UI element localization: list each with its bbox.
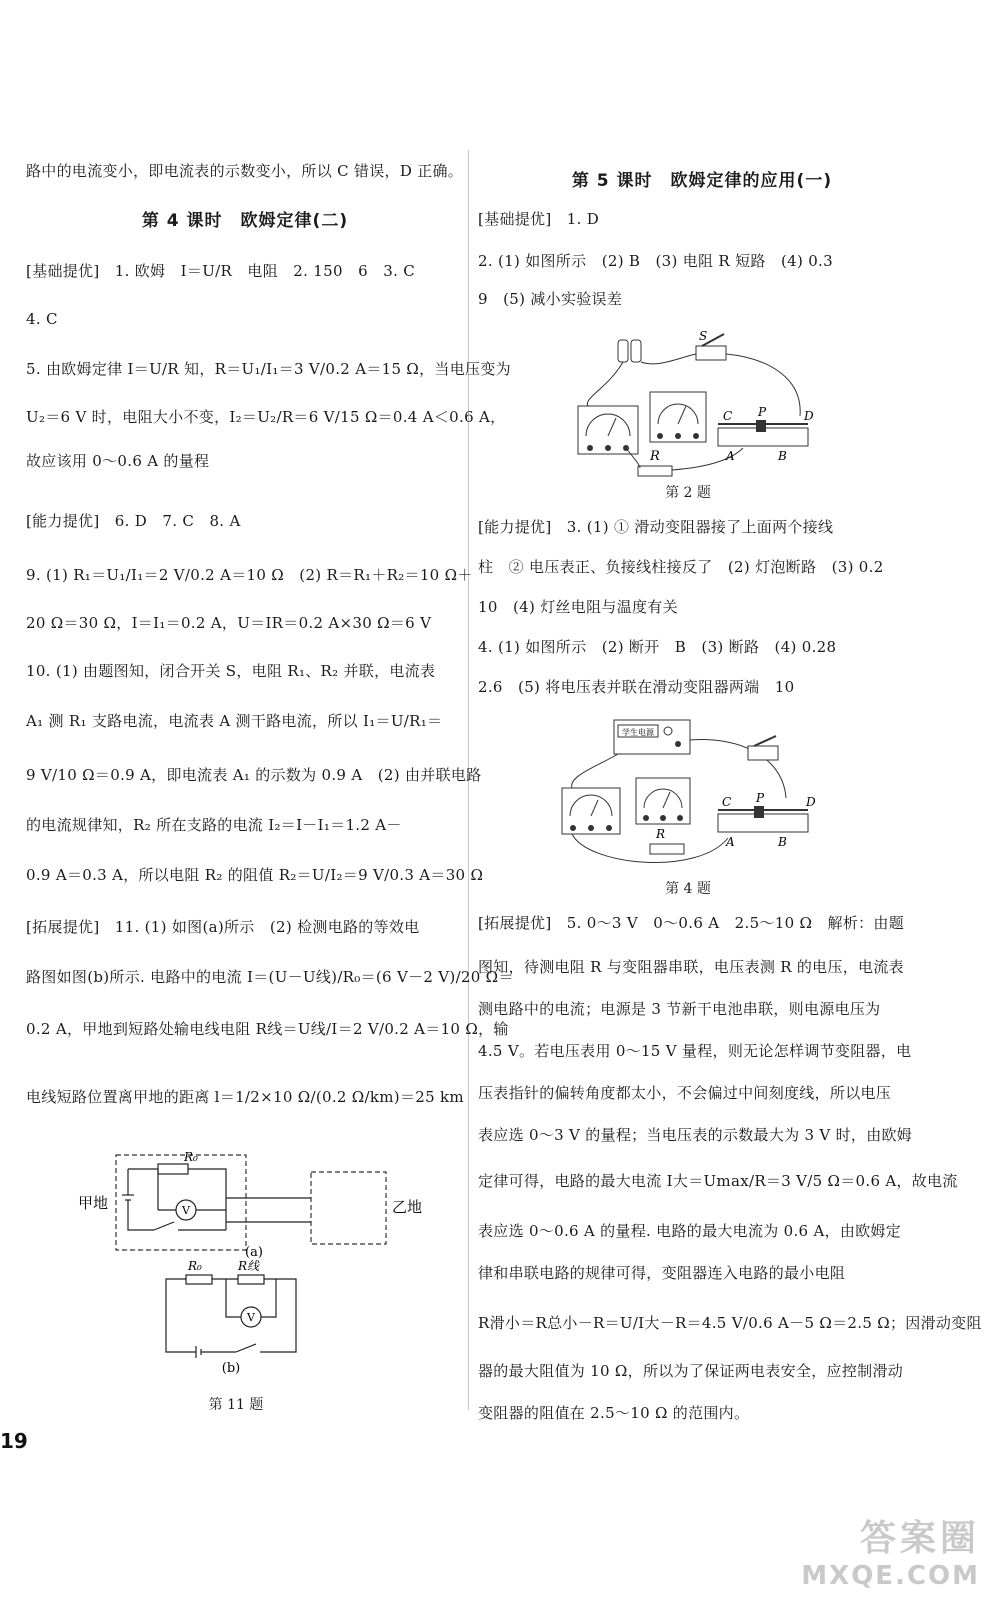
- answer-line: 10. (1) 由题图知，闭合开关 S，电阻 R₁、R₂ 并联，电流表: [26, 662, 436, 680]
- answer-line: [拓展提优] 11. (1) 如图(a)所示 (2) 检测电路的等效电: [26, 918, 420, 936]
- answer-line: 2.6 (5) 将电压表并联在滑动变阻器两端 10: [478, 678, 795, 696]
- answer-line: 电线短路位置离甲地的距离 l＝1/2×10 Ω/(0.2 Ω/km)＝25 km: [26, 1088, 464, 1106]
- answer-line: 4. (1) 如图所示 (2) 断开 B (3) 断路 (4) 0.28: [478, 638, 837, 656]
- answer-line: 律和串联电路的规律可得，变阻器连入电路的最小电阻: [478, 1264, 846, 1282]
- answer-line: [能力提优] 6. D 7. C 8. A: [26, 512, 241, 530]
- watermark: [801, 1510, 980, 1591]
- fig4-a-label: A: [726, 835, 735, 849]
- fig4-resistor-label: R: [656, 827, 666, 841]
- fig-a-r0-label: R₀: [184, 1150, 198, 1164]
- answer-line: 0.9 A＝0.3 A，所以电阻 R₂ 的阻值 R₂＝U/I₂＝9 V/0.3 A＝30 Ω: [26, 866, 484, 884]
- page-number: 19: [0, 1429, 28, 1453]
- figure-11a-circuit: [76, 1150, 436, 1260]
- answer-line: 4.5 V。若电压表用 0～15 V 量程，则无论怎样调节变阻器，电: [478, 1042, 912, 1060]
- fig4-d-label: D: [806, 795, 816, 809]
- fig-a-caption: (a): [245, 1245, 263, 1260]
- answer-line: 10 (4) 灯丝电阻与温度有关: [478, 598, 678, 616]
- fig-a-left-place: 甲地: [78, 1194, 109, 1212]
- fig2-c-label: C: [723, 409, 733, 423]
- answer-line: 变阻器的阻值在 2.5～10 Ω 的范围内。: [478, 1404, 750, 1422]
- answer-line: [基础提优] 1. 欧姆 I＝U/R 电阻 2. 150 6 3. C: [26, 262, 416, 280]
- answer-line: 路图如图(b)所示. 电路中的电流 I＝(U－U线)/R₀＝(6 V－2 V)/20 Ω＝: [26, 968, 514, 986]
- fig2-switch-label: S: [699, 329, 708, 343]
- answer-line: 测电路中的电流；电源是 3 节新干电池串联，则电源电压为: [478, 1000, 881, 1018]
- answer-line: 故应该用 0～0.6 A 的量程: [26, 452, 210, 470]
- answer-line: R滑小＝R总小－R＝U/I大－R＝4.5 V/0.6 A－5 Ω＝2.5 Ω；因滑动变阻: [478, 1314, 982, 1332]
- fig2-resistor-label: R: [650, 449, 660, 464]
- answer-line: [能力提优] 3. (1) ① 滑动变阻器接了上面两个接线: [478, 518, 834, 536]
- answer-line: 的电流规律知，R₂ 所在支路的电流 I₂＝I－I₁＝1.2 A－: [26, 816, 402, 834]
- fig-b-caption: (b): [221, 1361, 241, 1376]
- answer-line: 5. 由欧姆定律 I＝U/R 知，R＝U₁/I₁＝3 V/0.2 A＝15 Ω，当电压变为: [26, 360, 511, 378]
- answer-line: 器的最大阻值为 10 Ω，所以为了保证两电表安全，应控制滑动: [478, 1362, 904, 1380]
- answer-line: 定律可得，电路的最大电流 I大＝Umax/R＝3 V/5 Ω＝0.6 A，故电流: [478, 1172, 958, 1190]
- fig4-b-label: B: [778, 835, 787, 849]
- answer-line: 9 (5) 减小实验误差: [478, 290, 623, 308]
- figure-11b-circuit: [156, 1260, 336, 1376]
- answer-line: 9 V/10 Ω＝0.9 A，即电流表 A₁ 的示数为 0.9 A (2) 由并联电路: [26, 766, 482, 784]
- answer-line: 2. (1) 如图所示 (2) B (3) 电阻 R 短路 (4) 0.3: [478, 252, 833, 270]
- answer-line: 图知，待测电阻 R 与变阻器串联，电压表测 R 的电压，电流表: [478, 958, 904, 976]
- answer-line: 柱 ② 电压表正、负接线柱接反了 (2) 灯泡断路 (3) 0.2: [478, 558, 884, 576]
- fig-a-right-place: 乙地: [392, 1198, 423, 1216]
- fig-a-voltmeter-label: V: [182, 1204, 190, 1217]
- answer-line: 0.2 A，甲地到短路处输电线电阻 R线＝U线/I＝2 V/0.2 A＝10 Ω，输: [26, 1020, 509, 1038]
- answer-line: 9. (1) R₁＝U₁/I₁＝2 V/0.2 A＝10 Ω (2) R＝R₁＋R₂＝10 Ω＋: [26, 566, 473, 584]
- fig4-p-label: P: [756, 791, 765, 805]
- section-title-lesson-5: 第 5 课时 欧姆定律的应用(一): [571, 171, 833, 191]
- answer-line: 表应选 0～3 V 的量程；当电压表的示数最大为 3 V 时，由欧姆: [478, 1126, 913, 1144]
- fig-b-rline-label: R线: [238, 1260, 260, 1273]
- fig2-a-label: A: [726, 449, 735, 463]
- fig4-supply-label: 学生电源: [622, 728, 654, 737]
- section-title-lesson-4: 第 4 课时 欧姆定律(二): [141, 211, 349, 231]
- figure-2-experiment: [568, 328, 828, 478]
- answer-line: A₁ 测 R₁ 支路电流，电流表 A 测干路电流，所以 I₁＝U/R₁＝: [26, 712, 443, 730]
- answer-line: 4. C: [26, 310, 58, 328]
- fig2-d-label: D: [804, 409, 814, 423]
- answer-line: 压表指针的偏转角度都太小，不会偏过中间刻度线，所以电压: [478, 1084, 892, 1102]
- fig2-p-label: P: [758, 405, 767, 419]
- fig-b-voltmeter-label: V: [247, 1311, 255, 1324]
- fig2-b-label: B: [778, 449, 787, 463]
- figure-4-caption: 第 4 题: [665, 881, 711, 897]
- answer-line: [基础提优] 1. D: [478, 210, 600, 228]
- figure-11-caption: 第 11 题: [208, 1397, 264, 1413]
- intro-line: 路中的电流变小，即电流表的示数变小，所以 C 错误，D 正确。: [26, 162, 464, 180]
- watermark-line-1: 答案圈: [859, 1518, 980, 1559]
- figure-2-caption: 第 2 题: [665, 485, 711, 501]
- figure-4-experiment: [558, 716, 838, 876]
- watermark-line-2: MXQE.COM: [801, 1561, 980, 1591]
- answer-line: U₂＝6 V 时，电阻大小不变，I₂＝U₂/R＝6 V/15 Ω＝0.4 A＜0.6 A，: [26, 408, 506, 426]
- fig-b-r0-label: R₀: [188, 1260, 202, 1273]
- answer-line: [拓展提优] 5. 0～3 V 0～0.6 A 2.5～10 Ω 解析：由题: [478, 914, 905, 932]
- fig4-c-label: C: [722, 795, 732, 809]
- answer-line: 表应选 0～0.6 A 的量程. 电路的最大电流为 0.6 A，由欧姆定: [478, 1222, 902, 1240]
- answer-line: 20 Ω＝30 Ω，I＝I₁＝0.2 A，U＝IR＝0.2 A×30 Ω＝6 V: [26, 614, 432, 632]
